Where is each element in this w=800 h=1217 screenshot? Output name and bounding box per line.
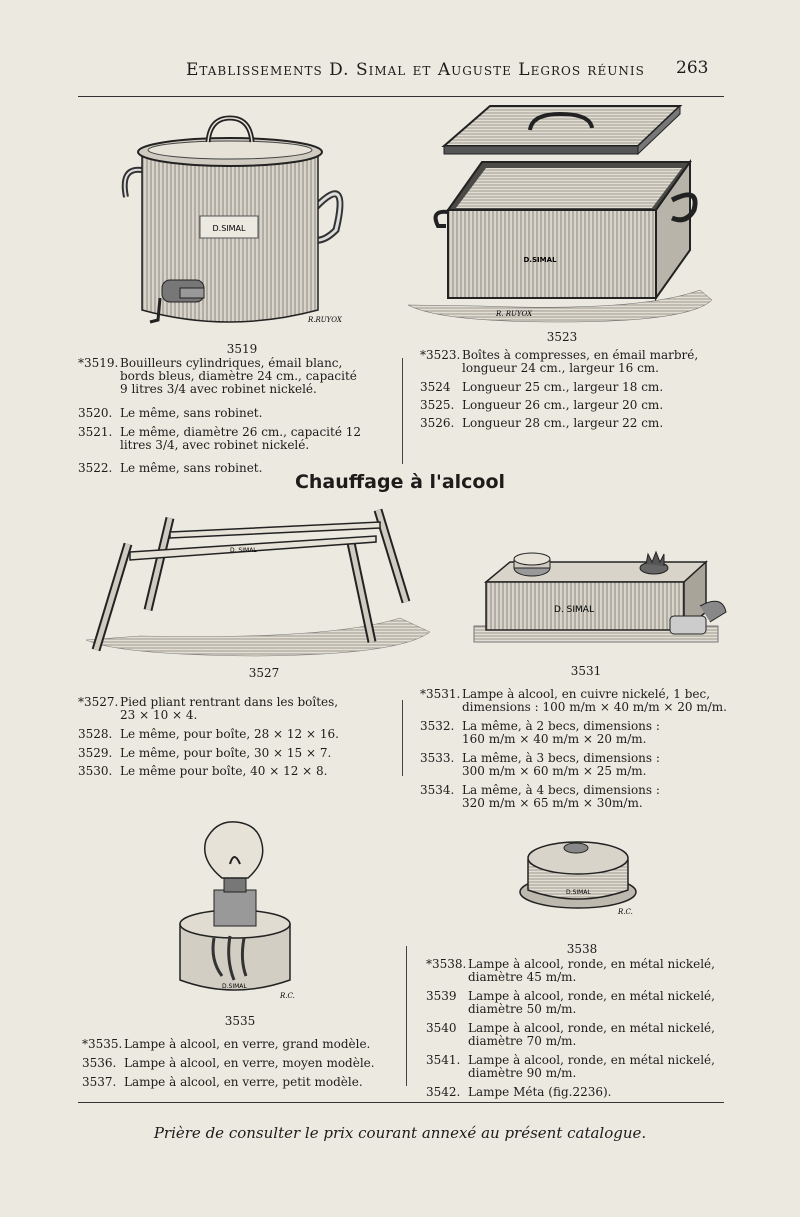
entry-3534: 3534. La même, à 4 becs, dimensions : 320 m/m × 65 m/m × 30m/m. — [420, 783, 660, 810]
bottom-right-entries — [426, 958, 756, 1099]
caption-3538: 3538 — [566, 942, 598, 956]
compress-box-illustration — [400, 100, 720, 332]
entry-3533: 3533. La même, à 3 becs, dimensions : 300 m/m × 60 m/m × 25 m/m. — [420, 751, 660, 778]
round-lamp-brand-label: D.SIMAL — [566, 889, 591, 896]
footer-note: Prière de consulter le prix courant annexé au présent catalogue. — [153, 1124, 647, 1142]
caption-3535: 3535 — [224, 1014, 256, 1028]
column-divider-bottom — [406, 946, 407, 1086]
entry-3531: *3531. Lampe à alcool, en cuivre nickelé, 1 bec, dimensions : 100 m/m × 40 m/m × 20 m/m. — [420, 687, 727, 714]
caption-3523: 3523 — [546, 330, 578, 344]
entry-3523: *3523. Boîtes à compresses, en émail marbré, longueur 24 cm., largeur 16 cm. — [420, 348, 699, 375]
caption-3519: 3519 — [226, 342, 258, 356]
glass-lamp-signature: R.C. — [280, 992, 295, 1000]
top-left-entries — [78, 357, 394, 475]
column-divider-top — [402, 358, 403, 464]
entry-3530: 3530. Le même pour boîte, 40 × 12 × 8. — [78, 764, 328, 778]
bottom-left-entries — [82, 1038, 402, 1089]
entry-3528: 3528. Le même, pour boîte, 28 × 12 × 16. — [78, 727, 339, 741]
entry-3529: 3529. Le même, pour boîte, 30 × 15 × 7. — [78, 746, 332, 760]
entry-3538: *3538. Lampe à alcool, ronde, en métal nickelé, diamètre 45 m/m. — [426, 957, 715, 984]
entry-3542: 3542. Lampe Méta (fig.2236). — [426, 1085, 612, 1099]
middle-left-entries — [78, 696, 394, 778]
running-header: Etablissements D. Simal et Auguste Legros réunis — [186, 60, 645, 80]
page-number: 263 — [676, 58, 709, 78]
boiler-illustration — [118, 112, 350, 330]
entry-3532: 3532. La même, à 2 becs, dimensions : 160 m/m × 40 m/m × 20 m/m. — [420, 719, 660, 746]
boiler-signature: R.RUYOX — [308, 316, 342, 324]
entry-3536: 3536. Lampe à alcool, en verre, moyen modèle. — [82, 1056, 375, 1070]
caption-3527: 3527 — [248, 666, 280, 680]
header-rule — [78, 96, 724, 97]
top-right-entries — [420, 349, 740, 430]
caption-3531: 3531 — [570, 664, 602, 678]
middle-right-entries — [420, 688, 750, 810]
entry-3540: 3540 Lampe à alcool, ronde, en métal nickelé, diamètre 70 m/m. — [426, 1021, 715, 1048]
entry-3521: 3521. Le même, diamètre 26 cm., capacité 12 litres 3/4, avec robinet nickelé. — [78, 425, 362, 452]
entry-3525: 3525. Longueur 26 cm., largeur 20 cm. — [420, 398, 664, 412]
glass-lamp-brand-label: D.SIMAL — [222, 983, 247, 990]
entry-3522: 3522. Le même, sans robinet. — [78, 461, 263, 475]
spirit-lamp-box-illustration — [470, 548, 730, 648]
boiler-brand-label: D.SIMAL — [212, 224, 246, 233]
footer-rule — [78, 1102, 724, 1103]
stand-brand-label: D. SIMAL — [230, 547, 257, 554]
round-lamp-illustration — [510, 830, 660, 920]
lamp-box-brand-label: D. SIMAL — [554, 605, 594, 615]
entry-3524: 3524 Longueur 25 cm., largeur 18 cm. — [420, 380, 664, 394]
section-heading: Chauffage à l'alcool — [294, 471, 506, 493]
entry-3526: 3526. Longueur 28 cm., largeur 22 cm. — [420, 416, 664, 430]
entry-3541: 3541. Lampe à alcool, ronde, en métal nickelé, diamètre 90 m/m. — [426, 1053, 715, 1080]
compress-box-brand-label: D.SIMAL — [523, 256, 557, 264]
compress-box-signature: R. RUYOX — [496, 310, 533, 318]
entry-3535: *3535. Lampe à alcool, en verre, grand modèle. — [82, 1037, 371, 1051]
entry-3519: *3519. Bouilleurs cylindriques, émail blanc, bords bleus, diamètre 24 cm., capacité 9 litres 3/4 avec robinet nickelé. — [78, 356, 357, 396]
glass-lamp-illustration — [170, 820, 300, 1000]
entry-3520: 3520. Le même, sans robinet. — [78, 406, 263, 420]
round-lamp-signature: R.C. — [618, 908, 633, 916]
folding-stand-illustration — [80, 500, 432, 660]
entry-3527: *3527. Pied pliant rentrant dans les boîtes, 23 × 10 × 4. — [78, 695, 339, 722]
entry-3537: 3537. Lampe à alcool, en verre, petit modèle. — [82, 1075, 363, 1089]
entry-3539: 3539 Lampe à alcool, ronde, en métal nickelé, diamètre 50 m/m. — [426, 989, 715, 1016]
column-divider-middle — [402, 700, 403, 776]
